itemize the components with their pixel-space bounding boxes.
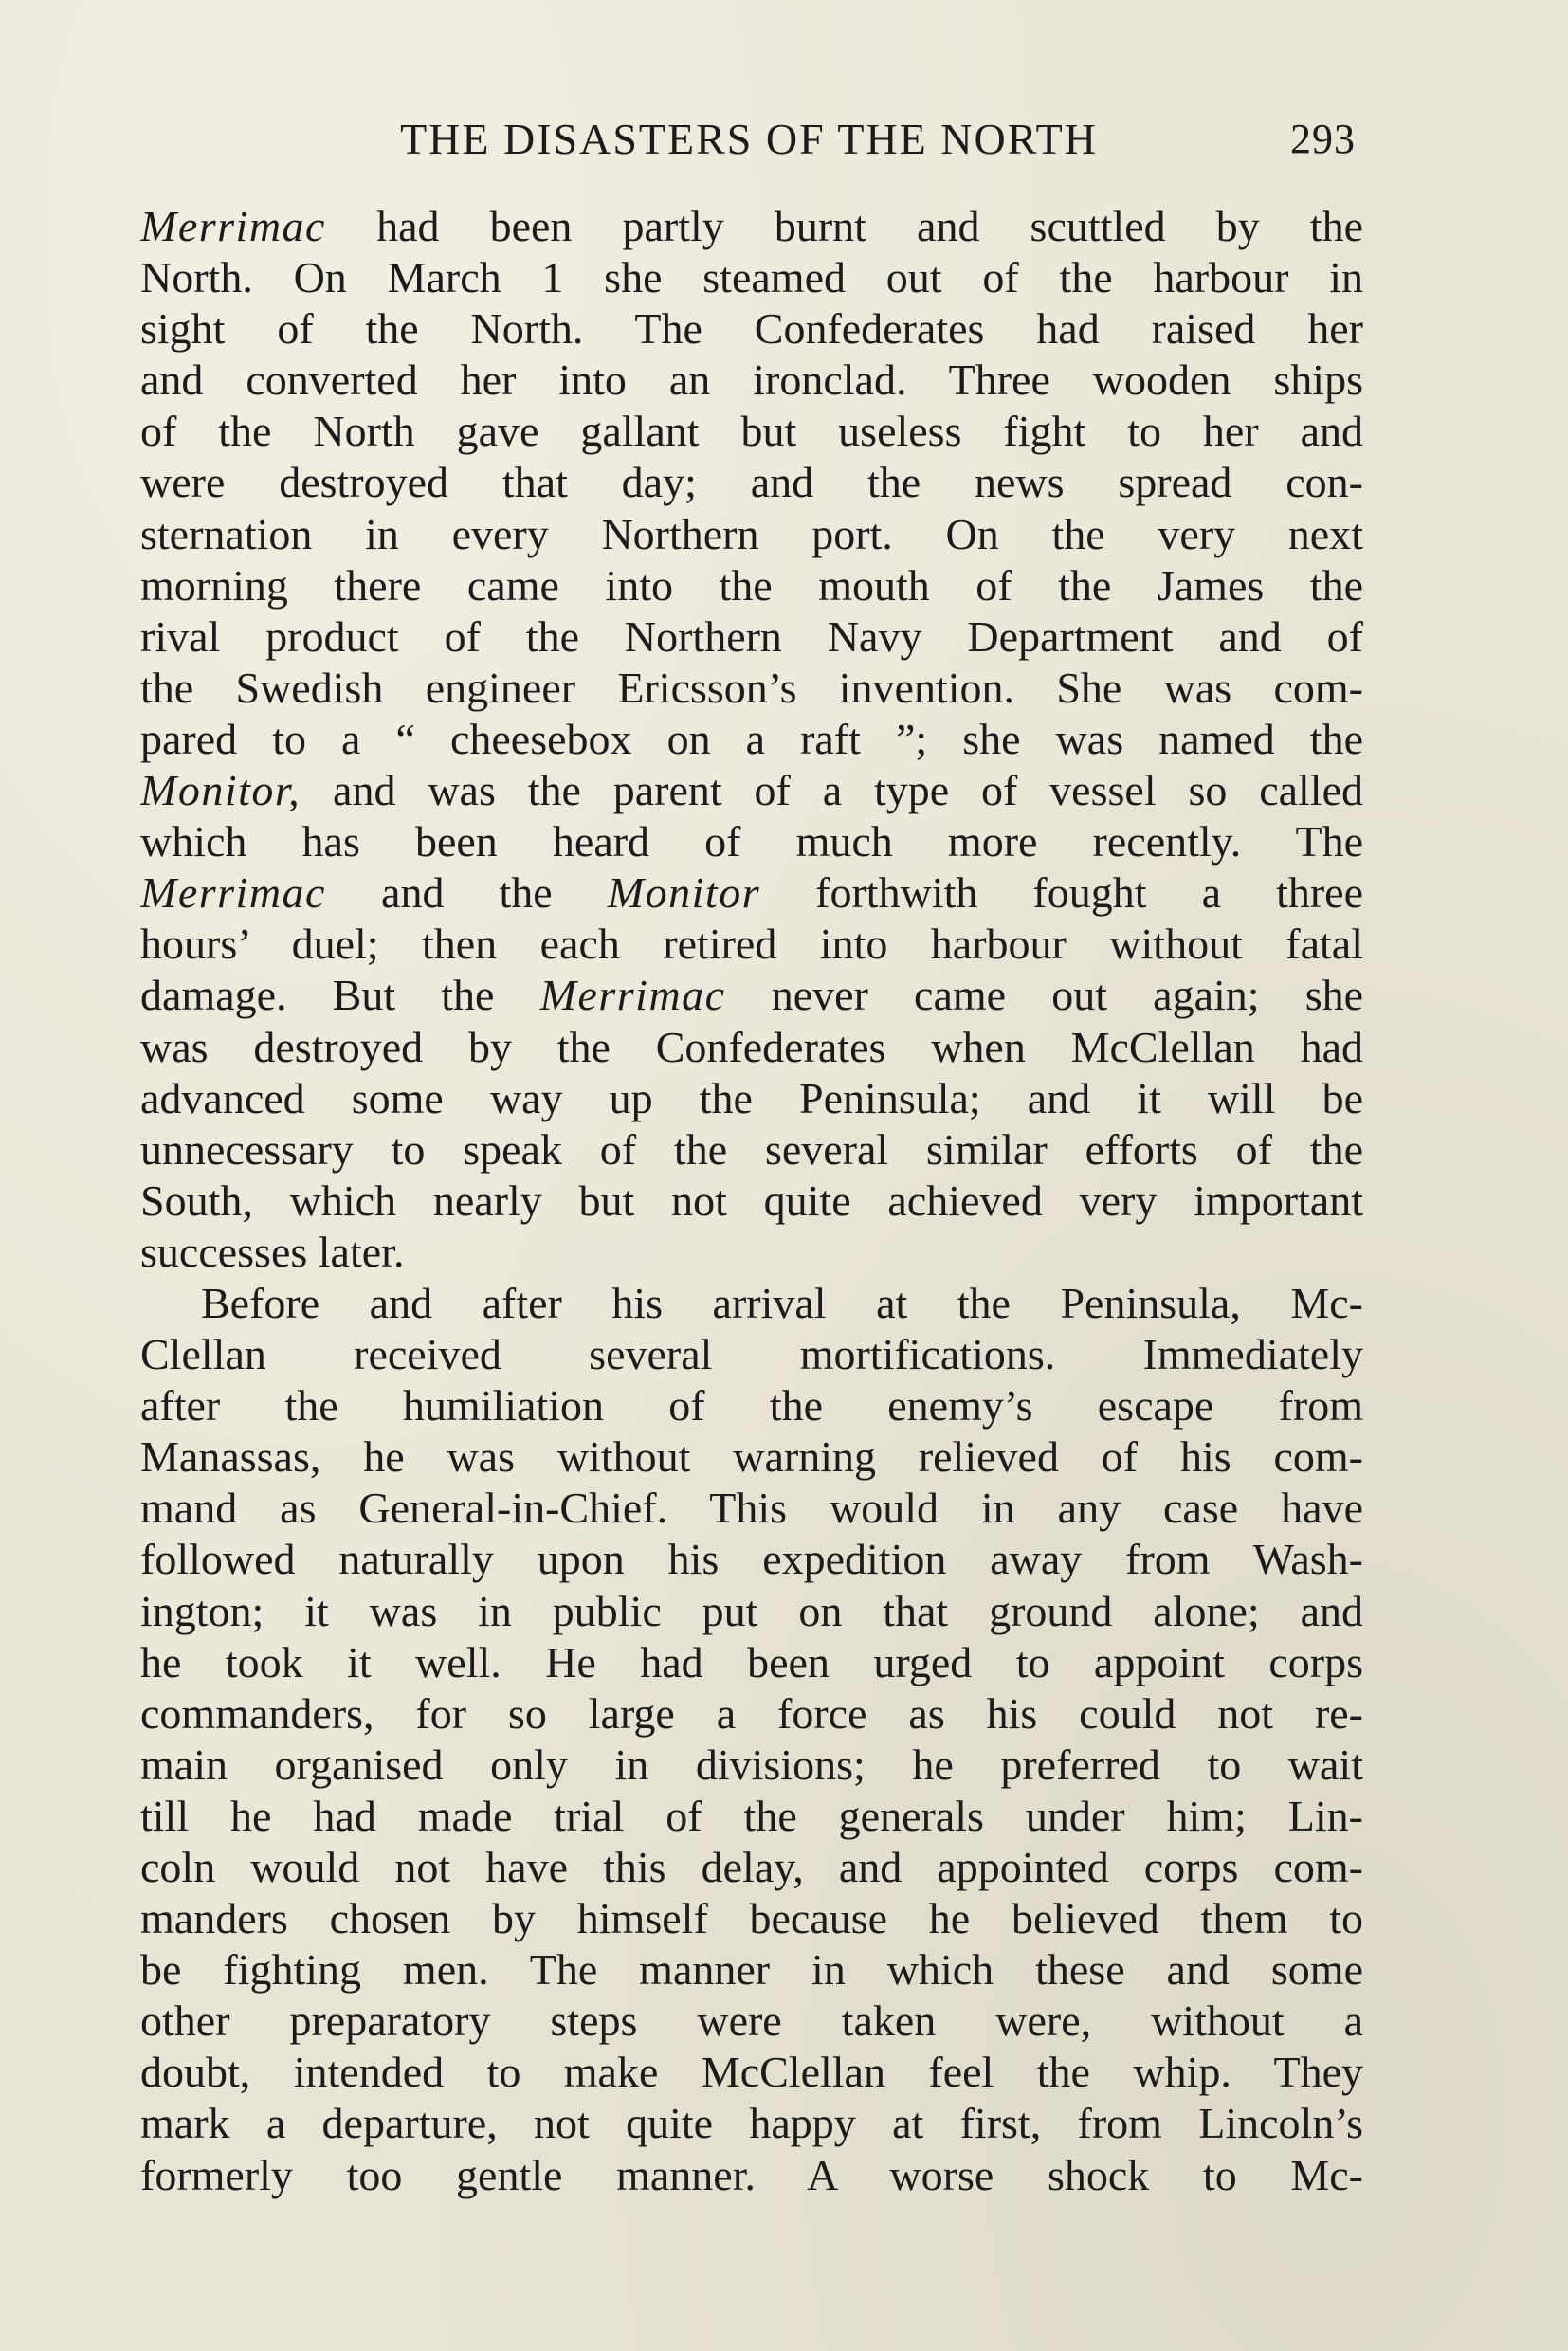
line-text: had been partly burnt and scuttled by the <box>376 202 1363 250</box>
text-line: Manassas, he was without warning relieved of his com- <box>140 1432 1363 1482</box>
text-line: mand as General-in-Chief. This would in any case have <box>140 1484 1363 1533</box>
text-line: morning there came into the mouth of the James the <box>140 560 1363 610</box>
text-line: till he had made trial of the generals under him; Lin- <box>140 1791 1363 1840</box>
text-line: manders chosen by himself because he believed them to <box>140 1894 1363 1943</box>
text-line: advanced some way up the Peninsula; and it will be <box>140 1073 1363 1122</box>
text-line: North. On March 1 she steamed out of the harbour in <box>140 253 1363 302</box>
text-line <box>140 201 1363 252</box>
line-text: and the <box>381 868 553 918</box>
ship-name: Merrimac <box>140 202 326 250</box>
text-line: doubt, intended to make McClellan feel the whip. They <box>140 2048 1363 2097</box>
text-line: he took it well. He had been urged to appoint corps <box>140 1637 1363 1686</box>
text-line <box>140 867 1363 919</box>
text-line: mark a departure, not quite happy at first, from Lincoln’s <box>140 2099 1363 2148</box>
text-line: followed naturally upon his expedition away from Wash- <box>140 1535 1363 1584</box>
text-line: pared to a “ cheesebox on a raft ”; she was named the <box>140 714 1363 763</box>
text-line: formerly too gentle manner. A worse shock to Mc- <box>140 2150 1363 2199</box>
text-line: Clellan received several mortifications. Immediately <box>140 1330 1363 1379</box>
text-line: successes later. <box>140 1227 405 1276</box>
text-line: of the North gave gallant but useless fight to her and <box>140 407 1363 456</box>
text-line: Before and after his arrival at the Peninsula, Mc- <box>201 1278 1363 1327</box>
running-head <box>142 106 1356 173</box>
text-line: main organised only in divisions; he preferred to wait <box>140 1740 1363 1789</box>
ship-name: Merrimac <box>539 971 726 1020</box>
text-line <box>140 765 1363 816</box>
text-line: hours’ duel; then each retired into harbour without fatal <box>140 920 1363 969</box>
line-text: and was the parent of a type of vessel so called <box>333 766 1363 815</box>
text-line: other preparatory steps were taken were, without a <box>140 1996 1363 2046</box>
text-line: South, which nearly but not quite achieved very important <box>140 1176 1363 1225</box>
line-text: forthwith fought a three <box>815 868 1363 918</box>
text-line: was destroyed by the Confederates when McClellan had <box>140 1022 1363 1071</box>
text-line: and converted her into an ironclad. Three wooden ships <box>140 355 1363 405</box>
ship-name: Merrimac <box>140 868 326 918</box>
text-line: sternation in every Northern port. On the very next <box>140 509 1363 558</box>
text-line: were destroyed that day; and the news spread con- <box>140 458 1363 507</box>
text-line: sight of the North. The Confederates had raised her <box>140 304 1363 354</box>
text-line: the Swedish engineer Ericsson’s invention. She was com- <box>140 663 1363 712</box>
page-number: 293 <box>1290 116 1356 162</box>
text-line: after the humiliation of the enemy’s escape from <box>140 1381 1363 1431</box>
text-line: coln would not have this delay, and appointed corps com- <box>140 1843 1363 1891</box>
line-text: never came out again; she <box>771 971 1363 1020</box>
body-text <box>140 201 1363 2201</box>
text-line: be fighting men. The manner in which these and some <box>140 1945 1363 1995</box>
text-line: ington; it was in public put on that ground alone; and <box>140 1586 1363 1635</box>
text-line: rival product of the Northern Navy Department and of <box>140 611 1363 661</box>
text-line: unnecessary to speak of the several similar efforts of the <box>140 1124 1363 1174</box>
text-line <box>140 970 1363 1021</box>
ship-name: Monitor <box>607 868 761 918</box>
running-title: THE DISASTERS OF THE NORTH <box>400 115 1098 163</box>
ship-name: Monitor, <box>140 766 301 815</box>
text-line: which has been heard of much more recently. The <box>140 817 1363 866</box>
text-line: commanders, for so large a force as his could not re- <box>140 1688 1363 1738</box>
line-text: damage. But the <box>140 971 495 1020</box>
